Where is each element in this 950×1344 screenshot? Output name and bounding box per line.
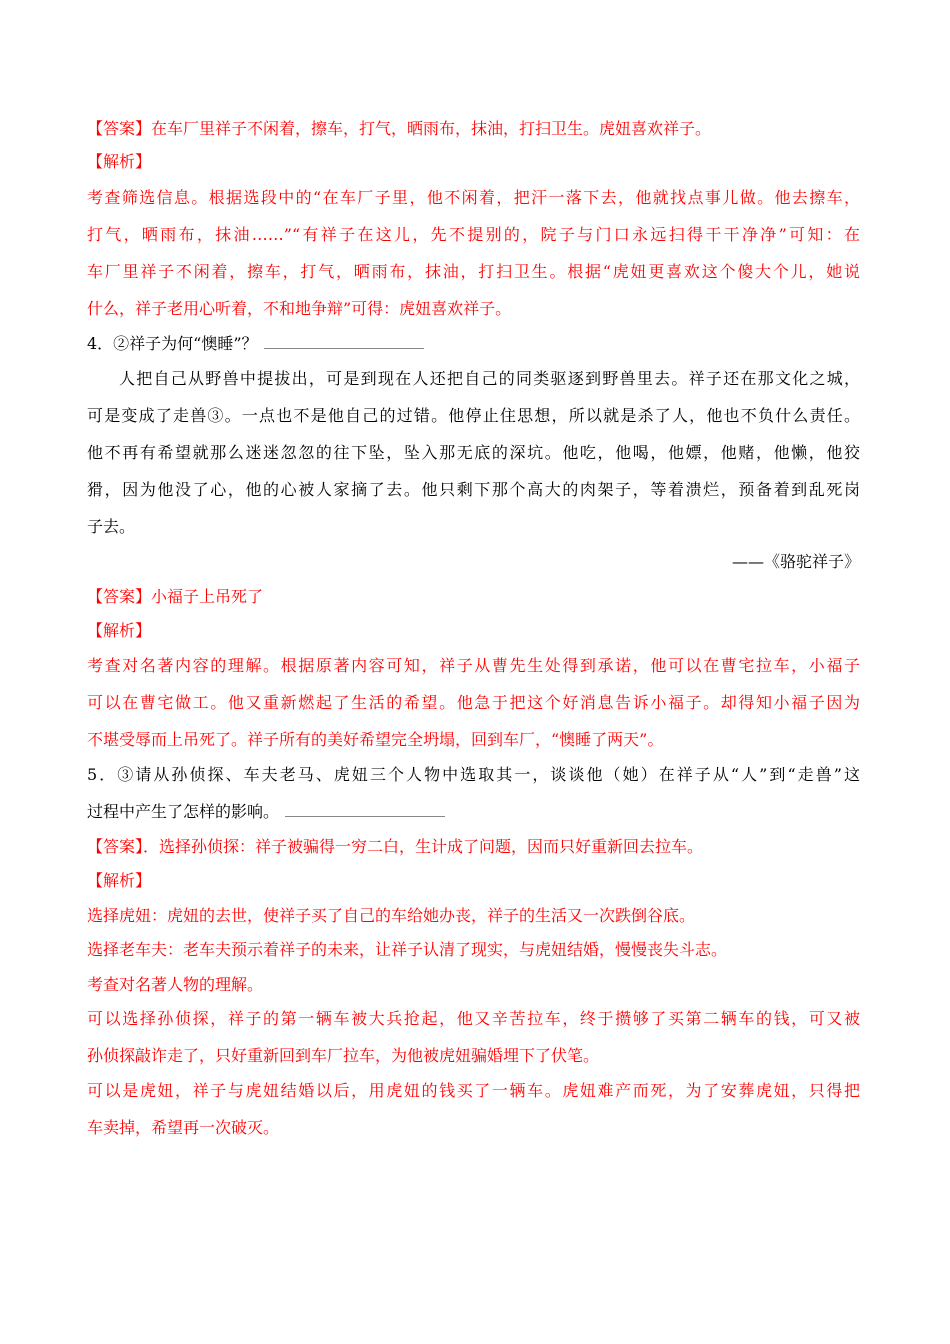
analysis-tag: 【解析】 (87, 152, 152, 171)
analysis-line: 选择虎妞：虎妞的去世，使祥子买了自己的车给她办丧，祥子的生活又一次跌倒谷底。 (87, 906, 696, 925)
passage-line: 可是变成了走兽③。一点也不是他自己的过错。他停止住思想，所以就是杀了人，他也不负什么责任。 (87, 406, 860, 425)
analysis-line: 可以选择孙侦探，祥子的第一辆车被大兵抢起，他又辛苦拉车，终于攒够了买第二辆车的钱，可又被 (87, 1009, 860, 1028)
answer-tag: 【答案】 (87, 587, 152, 606)
analysis-line: 选择老车夫：老车夫预示着祥子的未来，让祥子认清了现实，与虎妞结婚，慢慢丧失斗志。 (87, 940, 728, 959)
analysis-line: 车厂里祥子不闲着，擦车，打气，晒雨布，抹油，打扫卫生。根据“虎妞更喜欢这个傻大个儿，她说 (87, 262, 860, 281)
question-4 (87, 333, 860, 355)
passage-line: 子去。 (87, 517, 136, 536)
analysis-line: 孙侦探敲诈走了，只好重新回到车厂拉车，为他被虎妞骗婚埋下了伏笔。 (87, 1046, 600, 1065)
question-5-cont (87, 801, 860, 823)
analysis-line: 考查筛选信息。根据选段中的“在车厂子里，他不闲着，把汗一落下去，他就找点事儿做。他去擦车， (87, 188, 860, 207)
analysis-line: 打气，晒雨布，抹油……”“有祥子在这儿，先不提别的，院子与门口永远扫得干干净净”可知：在 (87, 225, 860, 244)
analysis-line: 不堪受辱而上吊死了。祥子所有的美好希望完全坍塌，回到车厂，“懊睡了两天”。 (87, 730, 664, 749)
passage-line: 猾，因为他没了心，他的心被人家摘了去。他只剩下那个高大的肉架子，等着溃烂，预备着到乱死岗 (87, 480, 860, 499)
answer-tag: 【答案】 (87, 119, 152, 138)
analysis-line: 考查对名著人物的理解。 (87, 975, 264, 994)
question-text: 过程中产生了怎样的影响。 (87, 802, 280, 821)
analysis-line: 什么，祥子老用心听着，不和地争辩”可得：虎妞喜欢祥子。 (87, 299, 512, 318)
analysis-line: 可以在曹宅做工。他又重新燃起了生活的希望。他急于把这个好消息告诉小福子。却得知小福子因为 (87, 693, 860, 712)
answer-text: 在车厂里祥子不闲着，擦车，打气，晒雨布，抹油，打扫卫生。虎妞喜欢祥子。 (151, 119, 712, 138)
q5-answer (87, 836, 860, 858)
question-5: 5．③请从孙侦探、车夫老马、虎妞三个人物中选取其一，谈谈他（她）在祥子从“人”到“走兽”这 (87, 765, 860, 784)
analysis-line: 可以是虎妞，祥子与虎妞结婚以后，用虎妞的钱买了一辆车。虎妞难产而死，为了安葬虎妞，只得把 (87, 1081, 860, 1100)
analysis-tag: 【解析】 (87, 621, 152, 640)
answer-tag: 【答案】 (87, 837, 144, 856)
answer-blank (285, 802, 445, 817)
answer-blank (264, 334, 424, 349)
passage-line: 他不再有希望就那么迷迷忽忽的往下坠，坠入那无底的深坑。他吃，他喝，他嫖，他赌，他懒，他狡 (87, 443, 860, 462)
answer-text: 小福子上吊死了 (151, 587, 264, 606)
analysis-tag: 【解析】 (87, 871, 152, 890)
analysis-line: 车卖掉，希望再一次破灭。 (87, 1118, 280, 1137)
analysis-line: 考查对名著内容的理解。根据原著内容可知，祥子从曹先生处得到承诺，他可以在曹宅拉车，小福子 (87, 656, 860, 675)
q3-answer (87, 118, 860, 140)
question-text: 4．②祥子为何“懊睡”？ (87, 334, 258, 353)
answer-text: ．选择孙侦探：祥子被骗得一穷二白，生计成了问题，因而只好重新回去拉车。 (143, 837, 704, 856)
q4-answer (87, 586, 860, 608)
passage-line: 人把自己从野兽中提拔出，可是到现在人还把自己的同类驱逐到野兽里去。祥子还在那文化之城， (119, 369, 860, 388)
passage-source: ——《骆驼祥子》 (731, 552, 860, 571)
